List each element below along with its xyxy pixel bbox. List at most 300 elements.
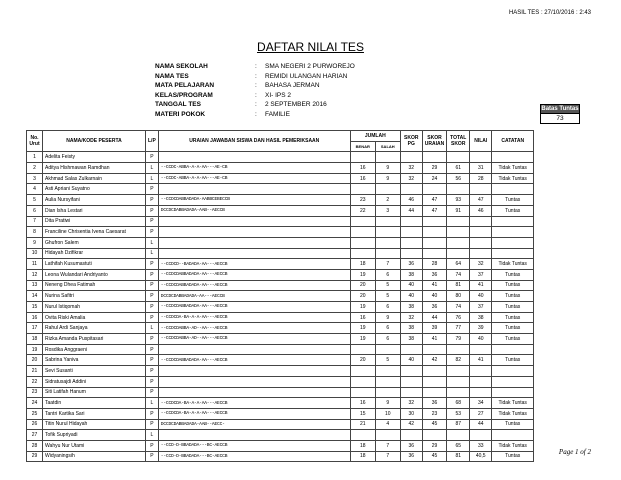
cell-nilai <box>470 227 492 238</box>
cell-skor-pg <box>400 237 422 248</box>
cell-no: 23 <box>27 387 43 398</box>
cell-benar: 18 <box>350 440 375 451</box>
cell-benar <box>350 376 375 387</box>
cell-lp: P <box>146 312 159 323</box>
cell-no: 26 <box>27 419 43 430</box>
cell-salah: 7 <box>375 440 400 451</box>
cell-salah: 2 <box>375 195 400 206</box>
cell-skor-uraian: 40 <box>422 291 446 302</box>
cell-skor-pg: 32 <box>400 173 422 184</box>
table-row <box>27 248 534 259</box>
cell-skor-uraian <box>422 152 446 163</box>
cell-no: 2 <box>27 163 43 174</box>
cell-nilai <box>470 184 492 195</box>
info-key: KELAS/PROGRAM <box>155 91 213 99</box>
info-row <box>155 72 355 82</box>
cell-skor-uraian: 44 <box>422 312 446 323</box>
cell-skor-uraian: 23 <box>422 408 446 419</box>
cell-nama: Sabrina Yaniva <box>43 355 146 366</box>
cell-no: 9 <box>27 237 43 248</box>
cell-benar <box>350 216 375 227</box>
cell-salah: 6 <box>375 334 400 345</box>
cell-answers <box>158 430 350 441</box>
table-row <box>27 355 534 366</box>
cell-skor-pg <box>400 248 422 259</box>
cell-catatan <box>492 344 534 355</box>
cell-catatan <box>492 227 534 238</box>
cell-nilai: 39 <box>470 323 492 334</box>
cell-skor-pg <box>400 387 422 398</box>
cell-catatan <box>492 184 534 195</box>
col-jumlah: JUMLAH <box>350 131 400 142</box>
table-row <box>27 344 534 355</box>
cell-answers <box>158 387 350 398</box>
cell-total: 91 <box>447 205 470 216</box>
cell-lp: P <box>146 184 159 195</box>
cell-no: 19 <box>27 344 43 355</box>
cell-lp: P <box>146 344 159 355</box>
cell-skor-pg: 42 <box>400 419 422 430</box>
table-row <box>27 366 534 377</box>
cell-catatan: Tuntas <box>492 419 534 430</box>
batas-tuntas-value: 73 <box>540 114 580 124</box>
info-row <box>155 110 355 120</box>
cell-total <box>447 237 470 248</box>
cell-skor-uraian: 41 <box>422 334 446 345</box>
cell-answers <box>158 227 350 238</box>
cell-nilai <box>470 387 492 398</box>
cell-salah <box>375 248 400 259</box>
cell-answers <box>158 237 350 248</box>
cell-skor-uraian <box>422 227 446 238</box>
cell-skor-uraian <box>422 248 446 259</box>
cell-benar: 20 <box>350 291 375 302</box>
cell-skor-uraian: 47 <box>422 205 446 216</box>
cell-benar <box>350 430 375 441</box>
cell-no: 22 <box>27 376 43 387</box>
cell-answers <box>158 366 350 377</box>
cell-answers: DCCDCDABBADADA-AAB--AECC- <box>158 419 350 430</box>
cell-total: 81 <box>447 280 470 291</box>
cell-skor-uraian <box>422 237 446 248</box>
cell-nilai: 40 <box>470 334 492 345</box>
info-value: 2 SEPTEMBER 2016 <box>265 101 327 108</box>
cell-no: 3 <box>27 173 43 184</box>
cell-lp: P <box>146 366 159 377</box>
cell-no: 1 <box>27 152 43 163</box>
cell-catatan: Tuntas <box>492 291 534 302</box>
cell-nilai: 47 <box>470 195 492 206</box>
table-row <box>27 440 534 451</box>
cell-salah: 7 <box>375 259 400 270</box>
cell-salah <box>375 227 400 238</box>
cell-total <box>447 227 470 238</box>
table-row <box>27 184 534 195</box>
cell-lp: L <box>146 237 159 248</box>
cell-lp: L <box>146 173 159 184</box>
cell-answers <box>158 344 350 355</box>
cell-salah: 9 <box>375 173 400 184</box>
cell-benar <box>350 227 375 238</box>
table-row <box>27 259 534 270</box>
cell-catatan: Tuntas <box>492 451 534 462</box>
cell-nilai <box>470 376 492 387</box>
cell-total: 76 <box>447 312 470 323</box>
cell-no: 29 <box>27 451 43 462</box>
cell-skor-uraian <box>422 430 446 441</box>
cell-no: 28 <box>27 440 43 451</box>
cell-lp: P <box>146 269 159 280</box>
cell-benar <box>350 184 375 195</box>
cell-total: 82 <box>447 355 470 366</box>
table-row <box>27 302 534 313</box>
cell-nilai <box>470 248 492 259</box>
cell-no: 17 <box>27 323 43 334</box>
cell-answers: --CCDCDABBADADA-AABBCEBECCB <box>158 195 350 206</box>
cell-nama: Rosdika Anggraeni <box>43 344 146 355</box>
info-colon: : <box>255 82 257 89</box>
cell-skor-uraian: 28 <box>422 259 446 270</box>
table-row <box>27 387 534 398</box>
cell-skor-pg: 40 <box>400 355 422 366</box>
cell-no: 20 <box>27 355 43 366</box>
cell-catatan: Tidak Tuntas <box>492 173 534 184</box>
cell-skor-pg: 36 <box>400 440 422 451</box>
cell-nama: Aulia Nursyifani <box>43 195 146 206</box>
info-value: FAMILIE <box>265 110 290 118</box>
cell-skor-pg <box>400 184 422 195</box>
cell-nama: Akhmad Salas Zulkarnain <box>43 173 146 184</box>
cell-catatan: Tidak Tuntas <box>492 440 534 451</box>
table-row <box>27 334 534 345</box>
cell-nama: Ghufron Salem <box>43 237 146 248</box>
cell-salah <box>375 366 400 377</box>
cell-skor-uraian: 36 <box>422 398 446 409</box>
cell-catatan <box>492 237 534 248</box>
cell-no: 4 <box>27 184 43 195</box>
cell-total <box>447 152 470 163</box>
cell-answers <box>158 184 350 195</box>
table-row <box>27 323 534 334</box>
cell-skor-pg: 32 <box>400 163 422 174</box>
cell-skor-pg <box>400 376 422 387</box>
cell-answers: --CCDC-ABBA-A-A-AA---AE-CB <box>158 173 350 184</box>
cell-benar: 18 <box>350 451 375 462</box>
cell-benar <box>350 387 375 398</box>
cell-nilai <box>470 152 492 163</box>
cell-skor-pg: 32 <box>400 398 422 409</box>
cell-no: 5 <box>27 195 43 206</box>
cell-nilai: 37 <box>470 269 492 280</box>
cell-answers: --CCD-D-BBADADA---BC-AECCB <box>158 451 350 462</box>
cell-answers: --CCDCDA-BA-A-A-AA---AECCB <box>158 312 350 323</box>
cell-total: 53 <box>447 408 470 419</box>
cell-catatan: Tuntas <box>492 195 534 206</box>
grade-table <box>26 130 534 462</box>
cell-nama: Aditya Hishmawan Ramdhan <box>43 163 146 174</box>
info-value: XI- IPS 2 <box>265 91 292 99</box>
cell-nama: Tantri Kartika Sari <box>43 408 146 419</box>
col-benar: BENAR <box>350 141 375 152</box>
cell-nilai: 41 <box>470 280 492 291</box>
cell-nama: Tofik Supriyadi <box>43 430 146 441</box>
cell-salah: 5 <box>375 355 400 366</box>
table-row <box>27 269 534 280</box>
cell-skor-uraian: 41 <box>422 280 446 291</box>
cell-skor-pg: 30 <box>400 408 422 419</box>
info-key: MATA PELAJARAN <box>155 82 215 89</box>
cell-salah: 6 <box>375 302 400 313</box>
cell-salah <box>375 216 400 227</box>
cell-nilai: 27 <box>470 408 492 419</box>
cell-skor-uraian: 29 <box>422 440 446 451</box>
cell-salah: 3 <box>375 205 400 216</box>
cell-total: 74 <box>447 302 470 313</box>
cell-lp: L <box>146 398 159 409</box>
cell-no: 13 <box>27 280 43 291</box>
cell-total <box>447 387 470 398</box>
cell-nama: Rizka Amanda Puspitasari <box>43 334 146 345</box>
cell-answers: DCCDCDABBADADA-AAB--AECCB <box>158 205 350 216</box>
cell-salah: 9 <box>375 398 400 409</box>
cell-answers <box>158 376 350 387</box>
cell-nilai <box>470 430 492 441</box>
cell-lp: P <box>146 152 159 163</box>
cell-skor-uraian: 45 <box>422 451 446 462</box>
cell-benar: 15 <box>350 408 375 419</box>
table-row <box>27 195 534 206</box>
cell-nilai: 38 <box>470 312 492 323</box>
col-catatan: CATATAN <box>492 131 534 152</box>
cell-nama: Asti Apriani Suyatno <box>43 184 146 195</box>
cell-salah: 9 <box>375 312 400 323</box>
print-timestamp: HASIL TES : 27/10/2016 : 2:43 <box>508 10 591 16</box>
cell-benar: 22 <box>350 205 375 216</box>
cell-answers: --CCDCDABBA-AD--AA---AECCB <box>158 323 350 334</box>
cell-skor-pg: 38 <box>400 269 422 280</box>
cell-benar: 16 <box>350 163 375 174</box>
cell-benar: 20 <box>350 355 375 366</box>
table-row <box>27 152 534 163</box>
cell-total: 81 <box>447 451 470 462</box>
cell-skor-pg: 36 <box>400 259 422 270</box>
cell-total <box>447 248 470 259</box>
cell-total <box>447 184 470 195</box>
cell-answers: --CCDCDABBADADA-AA---AECCB <box>158 269 350 280</box>
cell-nama: Wahyu Nur Utami <box>43 440 146 451</box>
cell-nama: Nurul Istiqomah <box>43 302 146 313</box>
cell-skor-uraian: 36 <box>422 269 446 280</box>
cell-total: 65 <box>447 440 470 451</box>
cell-skor-pg: 44 <box>400 205 422 216</box>
cell-salah <box>375 430 400 441</box>
cell-skor-pg: 38 <box>400 302 422 313</box>
cell-lp: P <box>146 355 159 366</box>
cell-skor-pg: 38 <box>400 334 422 345</box>
cell-lp: P <box>146 280 159 291</box>
table-row <box>27 398 534 409</box>
cell-total: 56 <box>447 173 470 184</box>
cell-skor-pg <box>400 344 422 355</box>
info-row <box>155 62 355 72</box>
cell-catatan <box>492 430 534 441</box>
cell-no: 6 <box>27 205 43 216</box>
cell-nilai: 33 <box>470 440 492 451</box>
cell-lp: P <box>146 376 159 387</box>
cell-catatan: Tidak Tuntas <box>492 259 534 270</box>
cell-answers: --CCDCDABBA-AD--AA---AECCB <box>158 334 350 345</box>
cell-salah: 7 <box>375 451 400 462</box>
cell-skor-pg <box>400 366 422 377</box>
info-colon: : <box>255 63 257 70</box>
table-row <box>27 430 534 441</box>
cell-no: 18 <box>27 334 43 345</box>
cell-skor-uraian <box>422 387 446 398</box>
cell-skor-uraian <box>422 344 446 355</box>
cell-skor-uraian: 42 <box>422 355 446 366</box>
cell-salah: 5 <box>375 280 400 291</box>
cell-nilai: 31 <box>470 163 492 174</box>
cell-total: 93 <box>447 195 470 206</box>
cell-skor-uraian: 24 <box>422 173 446 184</box>
cell-benar: 21 <box>350 419 375 430</box>
cell-skor-uraian: 45 <box>422 419 446 430</box>
cell-nilai: 37 <box>470 302 492 313</box>
cell-catatan <box>492 366 534 377</box>
table-row <box>27 280 534 291</box>
cell-total: 87 <box>447 419 470 430</box>
cell-skor-uraian <box>422 366 446 377</box>
cell-total: 74 <box>447 269 470 280</box>
page-title: DAFTAR NILAI TES <box>257 40 364 54</box>
cell-lp: P <box>146 334 159 345</box>
cell-skor-uraian: 47 <box>422 195 446 206</box>
info-value: SMA NEGERI 2 PURWOREJO <box>265 63 355 70</box>
cell-salah <box>375 387 400 398</box>
cell-no: 10 <box>27 248 43 259</box>
cell-no: 11 <box>27 259 43 270</box>
cell-answers: --CCDCDA-BA-A-A-AA---AECCB <box>158 408 350 419</box>
cell-nama: Dita Pratiwi <box>43 216 146 227</box>
cell-nama: Sidratusajdi Addini <box>43 376 146 387</box>
cell-nama: Sevi Susanti <box>43 366 146 377</box>
table-row <box>27 205 534 216</box>
cell-benar: 16 <box>350 312 375 323</box>
info-colon: : <box>255 101 257 108</box>
cell-nama: Titin Nurul Hidayah <box>43 419 146 430</box>
cell-nilai <box>470 237 492 248</box>
cell-benar <box>350 344 375 355</box>
batas-tuntas-box <box>540 104 580 124</box>
cell-nama: Siti Latifah Hanum <box>43 387 146 398</box>
cell-lp: P <box>146 216 159 227</box>
table-row <box>27 451 534 462</box>
cell-catatan <box>492 248 534 259</box>
cell-no: 16 <box>27 312 43 323</box>
page-number: Page 1 of 2 <box>558 448 591 456</box>
cell-no: 12 <box>27 269 43 280</box>
cell-no: 15 <box>27 302 43 313</box>
cell-salah: 6 <box>375 323 400 334</box>
cell-benar <box>350 237 375 248</box>
info-colon: : <box>255 72 257 80</box>
cell-catatan <box>492 387 534 398</box>
cell-lp: L <box>146 248 159 259</box>
cell-lp: P <box>146 195 159 206</box>
cell-nama: Rahul Ardi Sanjaya <box>43 323 146 334</box>
cell-nama: Lathifah Kusumastuti <box>43 259 146 270</box>
cell-skor-pg: 36 <box>400 451 422 462</box>
cell-skor-pg <box>400 152 422 163</box>
cell-answers: DCCDCDABBADADA-AA---AECCB <box>158 291 350 302</box>
cell-nama: Nurina Safitri <box>43 291 146 302</box>
cell-lp: P <box>146 451 159 462</box>
cell-skor-uraian: 29 <box>422 163 446 174</box>
cell-salah: 10 <box>375 408 400 419</box>
cell-benar <box>350 152 375 163</box>
cell-nilai: 40,5 <box>470 451 492 462</box>
cell-nama: Leona Wulandari Andriyanto <box>43 269 146 280</box>
cell-skor-pg: 38 <box>400 323 422 334</box>
info-colon: : <box>255 91 257 99</box>
cell-nilai: 28 <box>470 173 492 184</box>
col-salah: SALAH <box>375 141 400 152</box>
cell-total: 79 <box>447 334 470 345</box>
cell-nama: Widyaningsih <box>43 451 146 462</box>
cell-salah <box>375 237 400 248</box>
cell-benar: 19 <box>350 302 375 313</box>
cell-lp: L <box>146 163 159 174</box>
cell-total: 64 <box>447 259 470 270</box>
cell-catatan: Tuntas <box>492 302 534 313</box>
cell-catatan: Tuntas <box>492 205 534 216</box>
cell-nilai <box>470 366 492 377</box>
cell-total <box>447 366 470 377</box>
cell-answers: --CCDCD--BADADA-AA---AECCB <box>158 259 350 270</box>
cell-salah <box>375 376 400 387</box>
cell-lp: P <box>146 419 159 430</box>
cell-answers: --CCDCDABBADADA-AA---AECCB <box>158 280 350 291</box>
cell-no: 27 <box>27 430 43 441</box>
cell-skor-uraian <box>422 184 446 195</box>
table-row <box>27 173 534 184</box>
cell-skor-pg: 46 <box>400 195 422 206</box>
cell-answers: --CCDCDABBADADA-AA---AECCB <box>158 302 350 313</box>
table-row <box>27 312 534 323</box>
cell-nama: Adelita Feisty <box>43 152 146 163</box>
cell-catatan: Tuntas <box>492 323 534 334</box>
cell-nilai <box>470 344 492 355</box>
cell-no: 8 <box>27 227 43 238</box>
cell-salah: 5 <box>375 291 400 302</box>
table-row <box>27 376 534 387</box>
cell-nama: Ovita Riski Amalia <box>43 312 146 323</box>
cell-total <box>447 344 470 355</box>
cell-salah <box>375 344 400 355</box>
info-value: BAHASA JERMAN <box>265 82 320 89</box>
cell-nilai: 32 <box>470 259 492 270</box>
cell-skor-pg: 40 <box>400 280 422 291</box>
test-info-block <box>155 62 355 119</box>
cell-total <box>447 430 470 441</box>
cell-no: 7 <box>27 216 43 227</box>
cell-nama: Neneng Dhea Fatimah <box>43 280 146 291</box>
cell-catatan: Tuntas <box>492 269 534 280</box>
cell-lp: P <box>146 408 159 419</box>
cell-lp: L <box>146 430 159 441</box>
cell-total: 77 <box>447 323 470 334</box>
cell-answers <box>158 216 350 227</box>
